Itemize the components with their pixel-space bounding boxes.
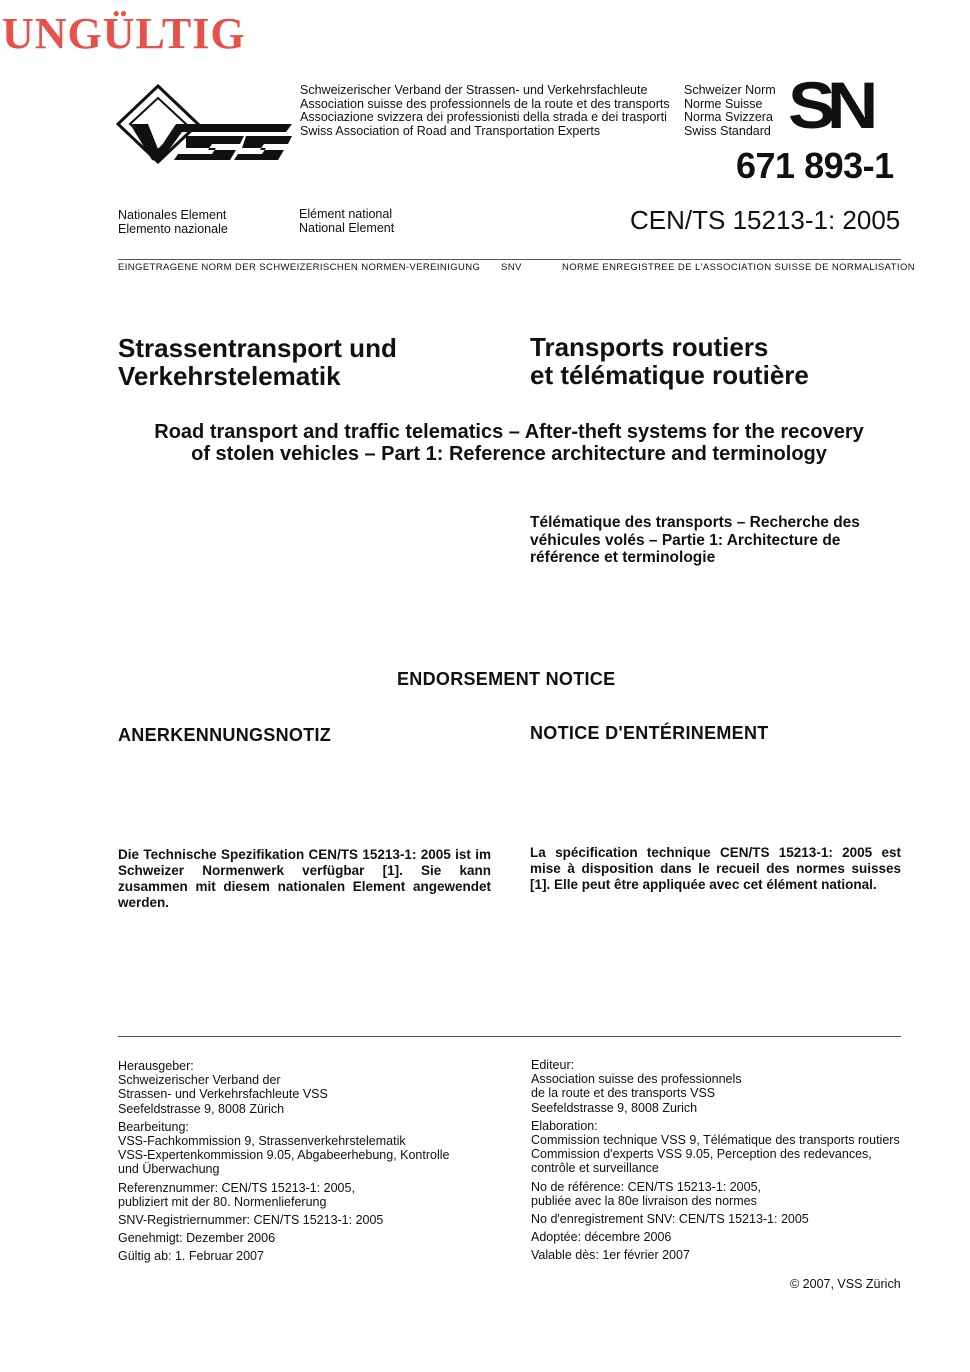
title-en-line: of stolen vehicles – Part 1: Reference architecture and terminology — [191, 443, 827, 465]
title-de-line: Strassentransport und — [118, 333, 397, 363]
imprint-line: No de référence: CEN/TS 15213-1: 2005, — [531, 1179, 761, 1194]
copyright: © 2007, VSS Zürich — [790, 1277, 901, 1291]
association-name-de: Schweizerischer Verband der Strassen- und Verkehrsfachleute — [300, 83, 648, 97]
paragraph-fr: La spécification technique CEN/TS 15213-1: 2005 est mise à disposition dans le recueil des normes suisses [1]. Elle peut être appliquée avec cet élément national. — [530, 845, 901, 892]
vss-logo — [116, 84, 294, 164]
cen-number: CEN/TS 15213-1: 2005 — [630, 205, 901, 235]
title-fr — [530, 333, 809, 389]
imprint-line: Referenznummer: CEN/TS 15213-1: 2005, — [118, 1180, 355, 1195]
title-fr-subtitle-line: référence et terminologie — [530, 549, 716, 566]
imprint-line: Association suisse des professionnels — [531, 1072, 742, 1087]
imprint-line: Elaboration: — [531, 1118, 598, 1133]
notice-de: ANERKENNUNGSNOTIZ — [118, 725, 332, 745]
association-name-it: Associazione svizzera dei professionisti della strada e dei trasporti — [300, 110, 667, 124]
association-name-en: Swiss Association of Road and Transportation Experts — [300, 123, 601, 138]
title-fr-line: Transports routiers — [530, 332, 769, 362]
title-de — [118, 334, 397, 390]
notice-fr: NOTICE D'ENTÉRINEMENT — [530, 723, 769, 743]
bottom-rule — [118, 1036, 901, 1037]
imprint-line: VSS-Expertenkommission 9.05, Abgabeerhebung, Kontrolle — [118, 1148, 450, 1163]
paragraph-de: Die Technische Spezifikation CEN/TS 15213-1: 2005 ist im Schweizer Normenwerk verfügbar [1]. Sie kann zusammen mit diesem nationalen Element angewendet werden. — [118, 847, 491, 910]
imprint-line: Gültig ab: 1. Februar 2007 — [118, 1249, 264, 1264]
element-label-de: Nationales Element — [118, 208, 227, 222]
norm-type-it: Norma Svizzera — [684, 110, 773, 124]
imprint-line: contrôle et surveillance — [531, 1161, 659, 1176]
imprint-line: publiée avec la 80e livraison des normes — [531, 1193, 757, 1208]
imprint-line: de la route et des transports VSS — [531, 1086, 716, 1101]
imprint-line: Commission d'experts VSS 9.05, Perception des redevances, — [531, 1147, 872, 1162]
imprint-fr — [531, 1058, 900, 1263]
imprint-line: SNV-Registriernummer: CEN/TS 15213-1: 2005 — [118, 1213, 384, 1228]
imprint-line: Commission technique VSS 9, Télématique des transports routiers — [531, 1133, 900, 1148]
imprint-line: Herausgeber: — [118, 1059, 194, 1073]
element-fr-en — [299, 208, 394, 235]
title-en — [118, 421, 900, 465]
title-fr-subtitle-line: Télématique des transports – Recherche des — [530, 514, 860, 531]
imprint-line: Seefeldstrasse 9, 8008 Zurich — [531, 1100, 698, 1115]
norm-type-fr: Norme Suisse — [684, 96, 763, 111]
norm-type-de: Schweizer Norm — [684, 83, 776, 97]
sn-logo: SN — [788, 68, 870, 142]
top-rule — [118, 259, 901, 260]
standard-number: 671 893-1 — [736, 145, 894, 186]
imprint-line: und Überwachung — [118, 1162, 220, 1177]
imprint-line: Schweizerischer Verband der — [118, 1073, 281, 1088]
registration-de: EINGETRAGENE NORM DER SCHWEIZERISCHEN NORMEN-VEREINIGUNG — [118, 262, 481, 273]
title-de-line: Verkehrstelematik — [118, 361, 341, 391]
registration-fr: NORME ENREGISTREE DE L'ASSOCIATION SUISSE DE NORMALISATION — [562, 262, 915, 273]
title-fr-subtitle — [530, 514, 860, 567]
element-label-fr: Elément national — [299, 207, 393, 221]
imprint-line: Seefeldstrasse 9, 8008 Zürich — [118, 1101, 285, 1116]
invalid-stamp: UNGÜLTIG — [2, 9, 246, 58]
imprint-line: Editeur: — [531, 1058, 575, 1072]
notice-en: ENDORSEMENT NOTICE — [397, 669, 616, 689]
imprint-line: Genehmigt: Dezember 2006 — [118, 1231, 276, 1246]
imprint-line: Adoptée: décembre 2006 — [531, 1230, 672, 1245]
imprint-line: Valable dès: 1er février 2007 — [531, 1248, 690, 1263]
imprint-de — [118, 1059, 449, 1264]
imprint-line: No d'enregistrement SNV: CEN/TS 15213-1: 2005 — [531, 1212, 809, 1227]
imprint-line: publiziert mit der 80. Normenlieferung — [118, 1194, 327, 1209]
association-names — [300, 84, 670, 138]
association-name-fr: Association suisse des professionnels de la route et des transports — [300, 96, 670, 111]
norm-type — [684, 84, 776, 138]
element-de-it — [118, 209, 228, 236]
imprint-line: VSS-Fachkommission 9, Strassenverkehrstelematik — [118, 1134, 406, 1149]
imprint-line: Bearbeitung: — [118, 1119, 189, 1134]
imprint-line: Strassen- und Verkehrsfachleute VSS — [118, 1087, 328, 1102]
title-fr-line: et télématique routière — [530, 360, 809, 390]
element-label-it: Elemento nazionale — [118, 221, 228, 236]
title-en-line: Road transport and traffic telematics – After-theft systems for the recovery — [154, 421, 864, 443]
element-label-en: National Element — [299, 220, 395, 235]
title-fr-subtitle-line: véhicules volés – Partie 1: Architecture de — [530, 531, 841, 549]
norm-type-en: Swiss Standard — [684, 123, 771, 138]
registration-snv: SNV — [501, 262, 522, 273]
